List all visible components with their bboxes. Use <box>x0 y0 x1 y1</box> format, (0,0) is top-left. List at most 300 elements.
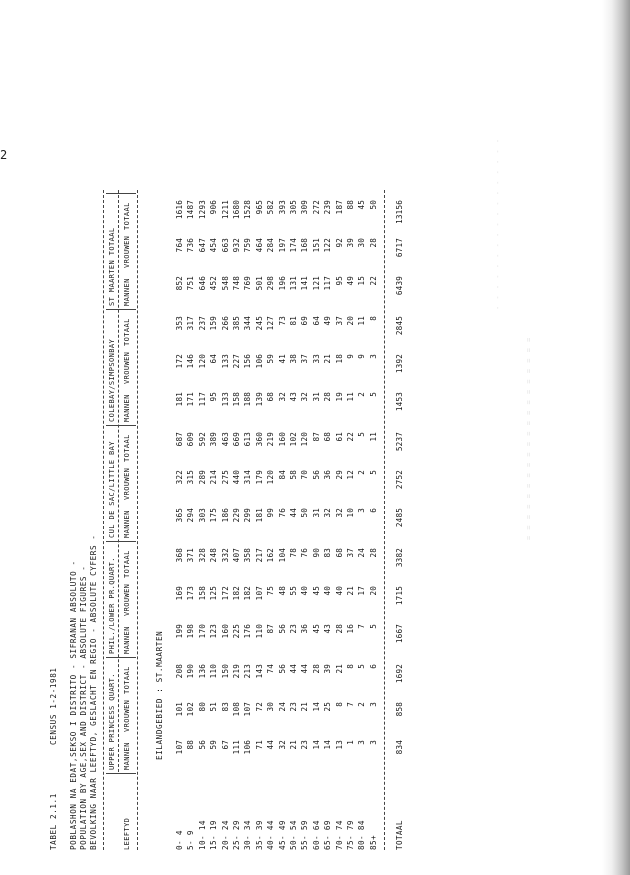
table-cell: 59 <box>209 740 219 750</box>
table-cell: 245 <box>254 316 264 331</box>
table-cell: 56 <box>197 740 207 750</box>
table-cell: 169 <box>175 586 184 601</box>
table-cell: 40 <box>334 586 344 596</box>
table-cell: 107 <box>175 740 184 755</box>
table-cell: 32 <box>277 740 287 750</box>
table-cell: 139 <box>254 392 264 407</box>
table-cell: 393 <box>277 200 287 215</box>
table-cell: 176 <box>243 624 253 639</box>
sub-header: TOTAAL <box>123 318 131 346</box>
table-cell: 23 <box>300 740 310 750</box>
table-cell: 41 <box>277 354 287 364</box>
table-cell: 663 <box>220 238 230 253</box>
column-separator <box>106 193 136 194</box>
table-cell: 11 <box>368 432 378 442</box>
table-cell: 196 <box>277 276 287 291</box>
total-cell: 1453 <box>395 392 404 412</box>
table-cell: 208 <box>175 664 184 679</box>
table-cell: 123 <box>209 624 219 639</box>
table-cell: 5 <box>368 624 378 629</box>
table-cell: 141 <box>300 276 310 291</box>
age-group-label: 15- 19 <box>209 820 219 850</box>
sub-header: VROUWEN <box>123 467 131 500</box>
table-cell: 171 <box>186 392 196 407</box>
table-cell: 168 <box>300 238 310 253</box>
table-cell: 305 <box>289 200 298 215</box>
table-cell: 10 <box>346 508 355 518</box>
table-cell: 407 <box>232 548 241 563</box>
table-cell: 30 <box>357 238 367 248</box>
total-cell: 1715 <box>395 586 404 606</box>
table-cell: 229 <box>232 508 241 523</box>
table-cell: 28 <box>368 548 378 558</box>
table-cell: 6 <box>368 508 378 513</box>
table-cell: 8 <box>334 702 344 707</box>
table-cell: 120 <box>266 470 276 485</box>
table-cell: 6 <box>368 664 378 669</box>
table-cell: 133 <box>220 354 230 369</box>
age-group-label: 40- 44 <box>266 820 276 850</box>
table-cell: 72 <box>254 702 264 712</box>
margin-mark: 2 <box>0 148 8 162</box>
table-cell: 646 <box>197 276 207 291</box>
header-mid-rule <box>118 190 119 772</box>
table-cell: 30 <box>266 702 276 712</box>
table-cell: 101 <box>175 702 184 717</box>
total-cell: 5237 <box>395 432 404 452</box>
table-cell: 197 <box>277 238 287 253</box>
table-cell: 669 <box>232 432 241 447</box>
table-cell: 188 <box>243 392 253 407</box>
table-cell: 932 <box>232 238 241 253</box>
table-cell: 111 <box>232 740 241 755</box>
table-cell: 136 <box>197 664 207 679</box>
total-cell: 6439 <box>395 276 404 296</box>
age-group-label: 50- 54 <box>289 820 298 850</box>
total-cell: 3382 <box>395 548 404 568</box>
page-edge-shadow <box>602 0 630 875</box>
table-cell: 182 <box>232 586 241 601</box>
table-cell: 88 <box>346 200 355 210</box>
table-cell: 315 <box>186 470 196 485</box>
table-cell: 21 <box>289 740 298 750</box>
rotated-table-block <box>40 0 600 870</box>
census-date: CENSUS 1-2-1981 <box>49 667 58 745</box>
table-cell: 464 <box>254 238 264 253</box>
age-group-label: 5- 9 <box>186 830 196 850</box>
table-cell: 68 <box>266 392 276 402</box>
table-cell: 22 <box>368 276 378 286</box>
table-cell: 90 <box>311 548 321 558</box>
table-cell: 108 <box>232 702 241 717</box>
total-cell: 2752 <box>395 470 404 490</box>
table-cell: 214 <box>209 470 219 485</box>
table-cell: 5 <box>368 392 378 397</box>
table-cell: 3 <box>368 702 378 707</box>
district-header: CUL DE SAC/LITTLE BAY <box>108 441 116 538</box>
table-cell: 37 <box>334 316 344 326</box>
total-cell: 6717 <box>395 238 404 258</box>
table-cell: 45 <box>311 624 321 634</box>
table-cell: 20 <box>368 586 378 596</box>
table-cell: 1680 <box>232 200 241 220</box>
table-cell: 33 <box>311 354 321 364</box>
table-cell: 1 <box>346 740 355 745</box>
total-cell: 1692 <box>395 664 404 684</box>
table-cell: 32 <box>300 392 310 402</box>
header-bottom-rule <box>137 190 138 850</box>
table-cell: 48 <box>277 586 287 596</box>
table-cell: 58 <box>289 470 298 480</box>
table-cell: 23 <box>289 702 298 712</box>
table-cell: 609 <box>186 432 196 447</box>
table-cell: 389 <box>209 432 219 447</box>
table-cell: 150 <box>220 664 230 679</box>
age-group-label: 75- 79 <box>346 820 355 850</box>
table-cell: 49 <box>346 276 355 286</box>
table-cell: 759 <box>243 238 253 253</box>
table-cell: 22 <box>346 432 355 442</box>
table-cell: 736 <box>186 238 196 253</box>
table-cell: 56 <box>277 624 287 634</box>
table-cell: 14 <box>323 740 333 750</box>
table-cell: 50 <box>368 200 378 210</box>
table-cell: 87 <box>266 624 276 634</box>
table-cell: 309 <box>300 200 310 215</box>
age-column-header: LEEFTYD <box>123 817 131 850</box>
table-cell: 61 <box>334 432 344 442</box>
table-cell: 965 <box>254 200 264 215</box>
table-cell: 371 <box>186 548 196 563</box>
title-english: POPULATION BY AGE,SEX AND DISTRICT - ABSOLUTE FIGURES - <box>79 565 88 850</box>
table-cell: 314 <box>243 470 253 485</box>
table-cell: 64 <box>209 354 219 364</box>
table-cell: 71 <box>254 740 264 750</box>
table-cell: 21 <box>323 354 333 364</box>
table-cell: 452 <box>209 276 219 291</box>
table-cell: 8 <box>346 664 355 669</box>
table-cell: 43 <box>289 392 298 402</box>
table-cell: 2 <box>357 392 367 397</box>
table-cell: 18 <box>334 354 344 364</box>
sub-header: VROUWEN <box>123 351 131 384</box>
table-cell: 272 <box>311 200 321 215</box>
table-cell: 80 <box>197 702 207 712</box>
table-cell: 64 <box>311 316 321 326</box>
table-cell: 592 <box>197 432 207 447</box>
table-cell: 16 <box>346 624 355 634</box>
total-cell: 858 <box>395 702 404 717</box>
table-cell: 344 <box>243 316 253 331</box>
table-cell: 68 <box>323 432 333 442</box>
table-cell: 440 <box>232 470 241 485</box>
table-cell: 463 <box>220 432 230 447</box>
table-cell: 44 <box>289 508 298 518</box>
table-cell: 125 <box>209 586 219 601</box>
sub-header: MANNEN <box>123 742 131 770</box>
table-cell: 21 <box>300 702 310 712</box>
age-group-label: 30- 34 <box>243 820 253 850</box>
table-cell: 1211 <box>220 200 230 220</box>
table-cell: 28 <box>323 392 333 402</box>
table-cell: 7 <box>346 702 355 707</box>
table-cell: 131 <box>289 276 298 291</box>
table-cell: 28 <box>334 624 344 634</box>
table-cell: 76 <box>277 508 287 518</box>
table-cell: 298 <box>266 276 276 291</box>
sub-header: VROUWEN <box>123 699 131 732</box>
table-cell: 11 <box>357 316 367 326</box>
table-cell: 146 <box>186 354 196 369</box>
table-cell: 23 <box>289 624 298 634</box>
table-cell: 21 <box>334 664 344 674</box>
table-cell: 156 <box>243 354 253 369</box>
table-cell: 14 <box>311 740 321 750</box>
table-cell: 32 <box>334 508 344 518</box>
table-cell: 769 <box>243 276 253 291</box>
table-cell: 219 <box>266 432 276 447</box>
district-header: PHIL./LOWER PR.QUART. <box>108 557 116 654</box>
table-cell: 647 <box>197 238 207 253</box>
sub-header: VROUWEN <box>123 583 131 616</box>
age-group-label: 10- 14 <box>197 820 207 850</box>
table-cell: 1487 <box>186 200 196 220</box>
table-cell: 317 <box>186 316 196 331</box>
age-group-label: 20- 24 <box>220 820 230 850</box>
table-cell: 5 <box>368 470 378 475</box>
table-cell: 99 <box>266 508 276 518</box>
table-cell: 67 <box>220 740 230 750</box>
table-cell: 120 <box>197 354 207 369</box>
table-cell: 3 <box>357 740 367 745</box>
table-cell: 5 <box>357 432 367 437</box>
sub-header: TOTAAL <box>123 434 131 462</box>
table-cell: 213 <box>243 664 253 679</box>
table-cell: 106 <box>243 740 253 755</box>
table-cell: 173 <box>186 586 196 601</box>
table-cell: 127 <box>266 316 276 331</box>
table-cell: 454 <box>209 238 219 253</box>
table-cell: 289 <box>197 470 207 485</box>
header-top-rule <box>103 190 104 850</box>
age-group-label: 45- 49 <box>277 820 287 850</box>
table-cell: 172 <box>220 586 230 601</box>
table-cell: 162 <box>266 548 276 563</box>
sub-header: TOTAAL <box>123 202 131 230</box>
table-cell: 3 <box>368 354 378 359</box>
table-cell: 217 <box>254 548 264 563</box>
table-cell: 20 <box>346 316 355 326</box>
table-cell: 56 <box>311 470 321 480</box>
table-cell: 332 <box>220 548 230 563</box>
table-cell: 151 <box>311 238 321 253</box>
age-group-label: 25- 29 <box>232 820 241 850</box>
table-cell: 225 <box>232 624 241 639</box>
table-cell: 181 <box>254 508 264 523</box>
table-cell: 385 <box>232 316 241 331</box>
table-cell: 751 <box>186 276 196 291</box>
table-cell: 548 <box>220 276 230 291</box>
table-cell: 44 <box>300 664 310 674</box>
table-cell: 582 <box>266 200 276 215</box>
table-cell: 45 <box>357 200 367 210</box>
total-top-rule <box>384 190 385 850</box>
table-cell: 40 <box>323 586 333 596</box>
table-cell: 199 <box>175 624 184 639</box>
table-cell: 906 <box>209 200 219 215</box>
table-cell: 17 <box>357 586 367 596</box>
table-cell: 44 <box>266 740 276 750</box>
table-cell: 55 <box>289 586 298 596</box>
sub-header: MANNEN <box>123 626 131 654</box>
table-cell: 13 <box>334 740 344 750</box>
table-cell: 299 <box>243 508 253 523</box>
total-label: TOTAAL <box>395 820 404 850</box>
table-cell: 143 <box>254 664 264 679</box>
table-cell: 158 <box>232 392 241 407</box>
table-cell: 50 <box>300 508 310 518</box>
sub-header: MANNEN <box>123 394 131 422</box>
bleed-through: - - - - - - - - - - - - - - - - - <box>494 137 502 310</box>
table-cell: 170 <box>197 624 207 639</box>
table-cell: 39 <box>346 238 355 248</box>
table-cell: 159 <box>209 316 219 331</box>
district-header: UPPER PRINCESS QUART. <box>108 673 116 770</box>
table-cell: 106 <box>254 354 264 369</box>
table-cell: 74 <box>266 664 276 674</box>
table-cell: 11 <box>346 392 355 402</box>
age-group-label: 60- 64 <box>311 820 321 850</box>
column-separator <box>106 773 136 774</box>
title-papiamento: POBLASHON NA EDAT,SEKSO I DISTRITO - SIFRANAN ABSOLUTO - <box>69 560 78 850</box>
table-cell: 9 <box>346 354 355 359</box>
table-cell: 284 <box>266 238 276 253</box>
table-cell: 102 <box>186 702 196 717</box>
table-cell: 3 <box>357 508 367 513</box>
table-cell: 14 <box>311 702 321 712</box>
table-cell: 239 <box>323 200 333 215</box>
table-cell: 40 <box>300 586 310 596</box>
table-cell: 613 <box>243 432 253 447</box>
table-cell: 2 <box>357 470 367 475</box>
bleed-through: = = = = = = = = = = = = = = = = = = = = <box>525 336 533 540</box>
table-cell: 158 <box>197 586 207 601</box>
table-cell: 95 <box>209 392 219 402</box>
table-cell: 190 <box>186 664 196 679</box>
table-cell: 19 <box>334 392 344 402</box>
total-cell: 13156 <box>395 200 404 224</box>
island-label: EILANDGEBIED : ST.MAARTEN <box>155 630 164 760</box>
table-cell: 8 <box>368 316 378 321</box>
column-separator <box>106 541 136 542</box>
table-cell: 92 <box>334 238 344 248</box>
table-cell: 237 <box>197 316 207 331</box>
table-cell: 182 <box>243 586 253 601</box>
table-cell: 294 <box>186 508 196 523</box>
table-cell: 160 <box>220 624 230 639</box>
age-group-label: 65- 69 <box>323 820 333 850</box>
table-cell: 32 <box>277 392 287 402</box>
table-cell: 1616 <box>175 200 184 220</box>
table-cell: 31 <box>311 508 321 518</box>
table-cell: 107 <box>243 702 253 717</box>
table-cell: 76 <box>300 548 310 558</box>
table-cell: 172 <box>175 354 184 369</box>
table-cell: 24 <box>277 702 287 712</box>
table-cell: 181 <box>175 392 184 407</box>
table-cell: 39 <box>323 664 333 674</box>
table-cell: 9 <box>357 354 367 359</box>
total-cell: 2845 <box>395 316 404 336</box>
table-cell: 87 <box>311 432 321 442</box>
table-cell: 160 <box>277 432 287 447</box>
table-cell: 83 <box>323 548 333 558</box>
table-cell: 78 <box>289 548 298 558</box>
table-cell: 365 <box>175 508 184 523</box>
table-cell: 3 <box>368 740 378 745</box>
table-cell: 2 <box>357 702 367 707</box>
sub-header: MANNEN <box>123 278 131 306</box>
table-cell: 84 <box>277 470 287 480</box>
table-cell: 37 <box>300 354 310 364</box>
table-cell: 501 <box>254 276 264 291</box>
total-cell: 2485 <box>395 508 404 528</box>
total-cell: 1392 <box>395 354 404 374</box>
table-id: TABEL 2.1.1 <box>49 793 58 850</box>
table-cell: 117 <box>197 392 207 407</box>
age-group-label: 85+ <box>368 835 378 850</box>
table-cell: 107 <box>254 586 264 601</box>
table-cell: 219 <box>232 664 241 679</box>
district-header: ST MAARTEN TOTAAL <box>108 227 116 306</box>
column-separator <box>106 657 136 658</box>
table-cell: 32 <box>323 508 333 518</box>
age-group-label: 0- 4 <box>175 830 184 850</box>
table-cell: 37 <box>346 548 355 558</box>
table-cell: 21 <box>346 586 355 596</box>
table-cell: 28 <box>311 664 321 674</box>
sub-header: TOTAAL <box>123 550 131 578</box>
table-cell: 25 <box>323 702 333 712</box>
table-cell: 368 <box>175 548 184 563</box>
table-cell: 328 <box>197 548 207 563</box>
title-dutch: BEVOLKING NAAR LEEFTYD, GESLACHT EN REGIO - ABSOLUTE CYFERS - <box>89 534 98 850</box>
table-cell: 5 <box>357 664 367 669</box>
table-cell: 179 <box>254 470 264 485</box>
table-cell: 186 <box>220 508 230 523</box>
total-cell: 834 <box>395 740 404 755</box>
table-cell: 49 <box>323 316 333 326</box>
sub-header: MANNEN <box>123 510 131 538</box>
table-cell: 353 <box>175 316 184 331</box>
column-separator <box>106 425 136 426</box>
sub-header: TOTAAL <box>123 666 131 694</box>
table-cell: 70 <box>300 470 310 480</box>
table-cell: 227 <box>232 354 241 369</box>
table-cell: 110 <box>209 664 219 679</box>
table-cell: 102 <box>289 432 298 447</box>
age-group-label: 70- 74 <box>334 820 344 850</box>
table-cell: 248 <box>209 548 219 563</box>
table-cell: 764 <box>175 238 184 253</box>
table-cell: 95 <box>334 276 344 286</box>
table-cell: 81 <box>289 316 298 326</box>
table-cell: 322 <box>175 470 184 485</box>
table-cell: 51 <box>209 702 219 712</box>
district-header: COLEBAY/SIMPSONBAY <box>108 338 116 422</box>
table-cell: 303 <box>197 508 207 523</box>
column-separator <box>106 309 136 310</box>
